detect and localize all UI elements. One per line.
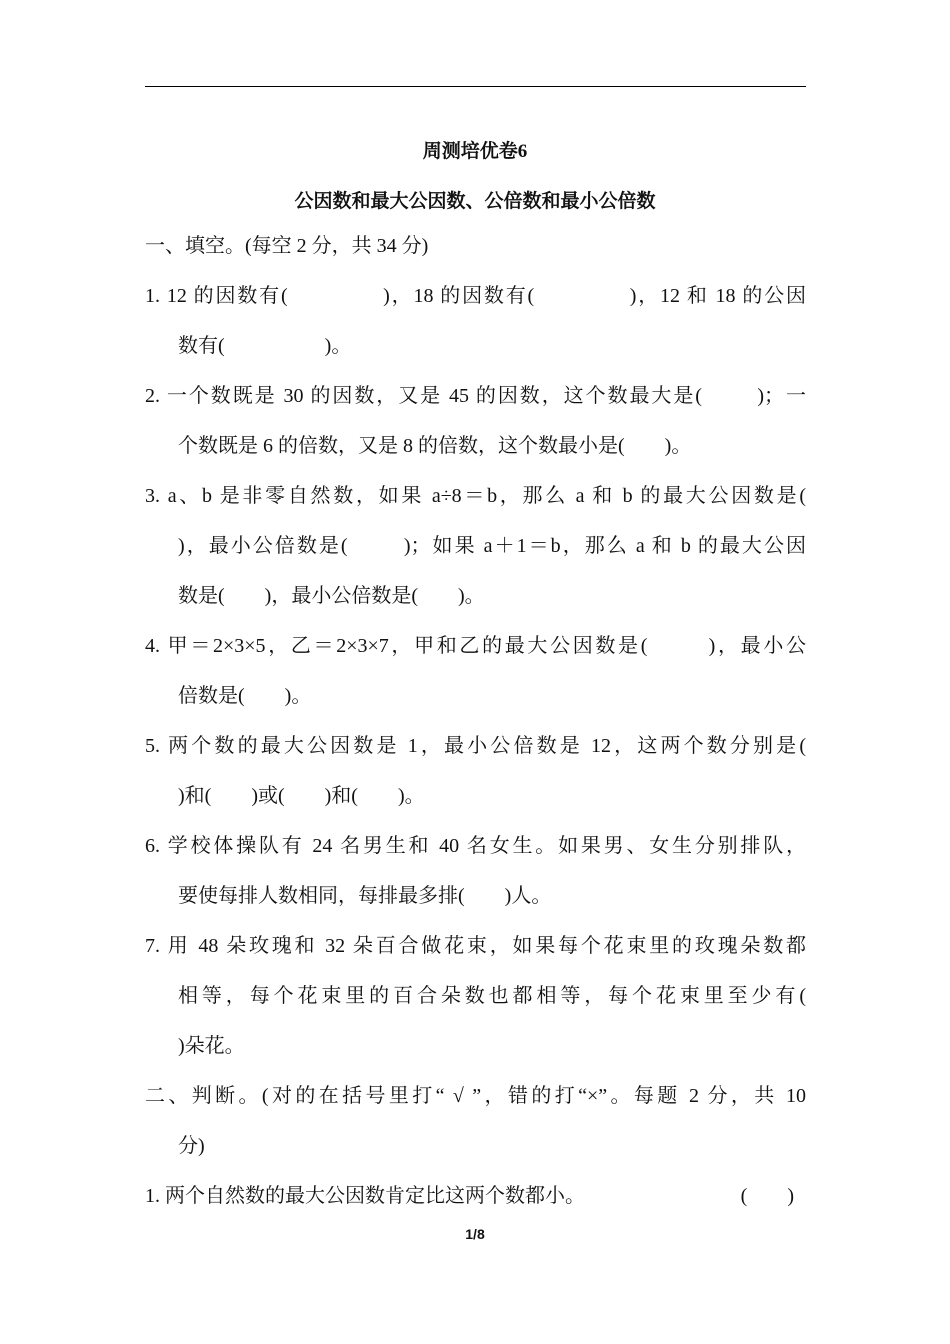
- section-heading: 一、填空。(每空 2 分，共 34 分): [145, 235, 429, 257]
- section2-heading-line-2: 分): [178, 1135, 205, 1157]
- header-rule: [145, 86, 806, 87]
- page-subtitle: 公因数和最大公因数、公倍数和最小公倍数: [294, 191, 656, 212]
- question-1-line-1: 1. 12 的因数有( )，18 的因数有( )，12 和 18 的公因: [145, 285, 806, 307]
- question-6-line-1: 6. 学校体操队有 24 名男生和 40 名女生。如果男、女生分别排队，: [145, 835, 806, 857]
- question-2-line-1: 2. 一个数既是 30 的因数，又是 45 的因数，这个数最大是( )；一: [145, 385, 806, 407]
- question-5-line-1: 5. 两个数的最大公因数是 1，最小公倍数是 12，这两个数分别是(: [145, 735, 806, 757]
- question-6-line-2: 要使每排人数相同，每排最多排( )人。: [178, 885, 552, 907]
- question-4-line-1: 4. 甲＝2×3×5，乙＝2×3×7，甲和乙的最大公因数是( )，最小公: [145, 635, 806, 657]
- judgement-1-text: 1. 两个自然数的最大公因数肯定比这两个数都小。: [145, 1185, 585, 1207]
- question-7-line-3: )朵花。: [178, 1035, 245, 1057]
- section2-heading-line-1: 二、判断。(对的在括号里打“ √ ”，错的打“×”。每题 2 分，共 10: [145, 1085, 806, 1107]
- question-3-line-2: )，最小公倍数是( )；如果 a＋1＝b，那么 a 和 b 的最大公因: [178, 535, 806, 557]
- question-4-line-2: 倍数是( )。: [178, 685, 312, 707]
- page-title: 周测培优卷6: [422, 141, 528, 162]
- question-7-line-2: 相等，每个花束里的百合朵数也都相等，每个花束里至少有(: [178, 985, 806, 1007]
- question-7-line-1: 7. 用 48 朵玫瑰和 32 朵百合做花束，如果每个花束里的玫瑰朵数都: [145, 935, 806, 957]
- page-number: 1/8: [465, 1226, 485, 1242]
- question-3-line-3: 数是( )，最小公倍数是( )。: [178, 585, 485, 607]
- question-1-line-2: 数有( )。: [178, 335, 352, 357]
- question-2-line-2: 个数既是 6 的倍数，又是 8 的倍数，这个数最小是( )。: [178, 435, 692, 457]
- question-3-line-1: 3. a、b 是非零自然数，如果 a÷8＝b，那么 a 和 b 的最大公因数是(: [145, 485, 806, 507]
- judgement-1-answer-box: ( ): [740, 1185, 794, 1207]
- question-5-line-2: )和( )或( )和( )。: [178, 785, 425, 807]
